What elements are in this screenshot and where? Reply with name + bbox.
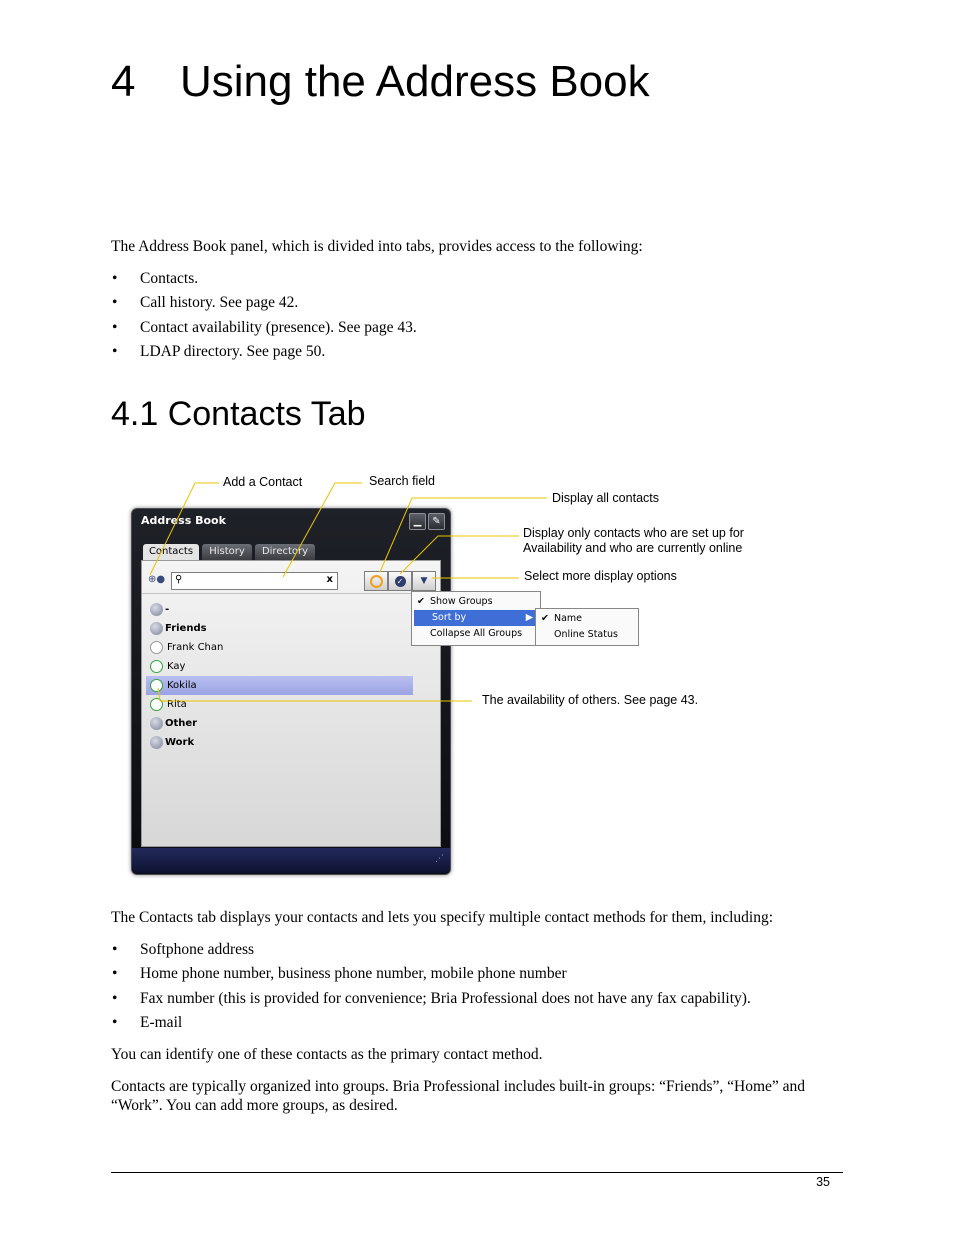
menu-item-show-groups[interactable]: ✔ Show Groups (412, 594, 540, 610)
add-contact-icon[interactable]: ⊕● (148, 574, 166, 585)
clear-search-icon[interactable]: x (326, 574, 333, 585)
list-item: • LDAP directory. See page 50. (111, 342, 417, 361)
check-icon: ✔ (417, 596, 425, 607)
contact-name: Rita (167, 699, 187, 710)
list-item: • Home phone number, business phone number, mobile phone number (111, 964, 751, 983)
body-paragraph-2: You can identify one of these contacts as the primary contact method. (111, 1046, 543, 1063)
group-icon (150, 717, 163, 730)
page-number: 35 (816, 1175, 830, 1189)
group-label: Friends (165, 623, 207, 634)
body-paragraph-1: The Contacts tab displays your contacts and lets you specify multiple contact methods for them, including: (111, 909, 774, 926)
submenu-item-name[interactable]: ✔ Name (536, 611, 638, 627)
group-icon (150, 603, 163, 616)
intro-paragraph: The Address Book panel, which is divided into tabs, provides access to the following: (111, 238, 643, 255)
footer-rule (111, 1172, 843, 1173)
window-title: Address Book (141, 514, 226, 527)
window-footer (132, 848, 450, 873)
search-icon: ⚲ (175, 574, 183, 585)
minimize-button[interactable]: ▁ (409, 513, 426, 530)
contact-name: Kay (167, 661, 186, 672)
list-item: • Softphone address (111, 940, 751, 959)
online-check-icon: ✓ (395, 576, 406, 587)
more-options-button[interactable] (412, 571, 436, 591)
list-item: • Contact availability (presence). See page 43. (111, 318, 417, 337)
all-contacts-icon (370, 575, 383, 588)
group-row[interactable] (146, 714, 413, 733)
chapter-title: Using the Address Book (180, 57, 650, 106)
body-paragraph-3: Contacts are typically organized into groups. Bria Professional includes built-in groups: “Friends”, “Home” and “Work”. You can add more groups, as desired. (111, 1078, 806, 1114)
divider (142, 593, 440, 594)
section-heading: 4.1 Contacts Tab (111, 395, 366, 433)
check-icon: ✔ (541, 613, 549, 624)
group-label: Other (165, 718, 198, 729)
contact-row[interactable] (146, 657, 413, 676)
edit-button[interactable]: ✎ (428, 513, 445, 530)
group-label: - (165, 604, 170, 615)
methods-list (111, 940, 751, 1037)
group-icon (150, 736, 163, 749)
submenu-arrow-icon: ▶ (525, 612, 533, 623)
address-book-window (131, 508, 451, 875)
callout-more-options: Select more display options (524, 569, 677, 583)
offline-status-icon (150, 641, 163, 654)
online-status-icon (150, 679, 163, 692)
display-options-menu (411, 591, 541, 646)
tab-history[interactable]: History (202, 544, 252, 560)
chevron-down-icon: ▼ (420, 576, 428, 586)
callout-display-online-line2: Availability and who are currently online (523, 541, 743, 555)
chapter-heading (111, 56, 650, 108)
group-label: Work (165, 737, 195, 748)
contact-row[interactable] (146, 695, 413, 714)
group-icon (150, 622, 163, 635)
group-row[interactable] (146, 600, 413, 619)
online-status-icon (150, 698, 163, 711)
group-row[interactable] (146, 733, 413, 752)
search-input[interactable] (171, 572, 338, 590)
contact-row-selected[interactable] (146, 676, 413, 695)
display-online-button[interactable] (388, 571, 412, 591)
contact-name: Kokila (167, 680, 197, 691)
callout-display-online-line1: Display only contacts who are set up for (523, 526, 744, 540)
tab-directory[interactable]: Directory (255, 544, 315, 560)
menu-item-sort-by[interactable]: Sort by ▶ (414, 610, 536, 626)
contact-row[interactable] (146, 638, 413, 657)
list-item: • Contacts. (111, 269, 417, 288)
intro-list (111, 269, 417, 366)
list-item: • Call history. See page 42. (111, 293, 417, 312)
submenu-item-online-status[interactable]: Online Status (554, 629, 618, 640)
callout-add-contact: Add a Contact (223, 475, 303, 489)
display-all-button[interactable] (364, 571, 388, 591)
chapter-number: 4 (111, 57, 136, 106)
resize-grip-icon[interactable]: ⋰ (435, 854, 444, 864)
menu-item-collapse-all[interactable]: Collapse All Groups (430, 628, 523, 639)
group-row[interactable] (146, 619, 413, 638)
sort-by-submenu (535, 608, 639, 646)
online-status-icon (150, 660, 163, 673)
callout-display-all: Display all contacts (552, 491, 659, 505)
list-item: • Fax number (this is provided for convenience; Bria Professional does not have any fax capability). (111, 989, 751, 1008)
callout-availability: The availability of others. See page 43. (482, 693, 699, 707)
contact-name: Frank Chan (167, 642, 224, 653)
list-item: • E-mail (111, 1013, 751, 1032)
contacts-panel (141, 560, 441, 847)
callout-search-field: Search field (369, 474, 436, 488)
tab-contacts[interactable]: Contacts (143, 544, 199, 561)
